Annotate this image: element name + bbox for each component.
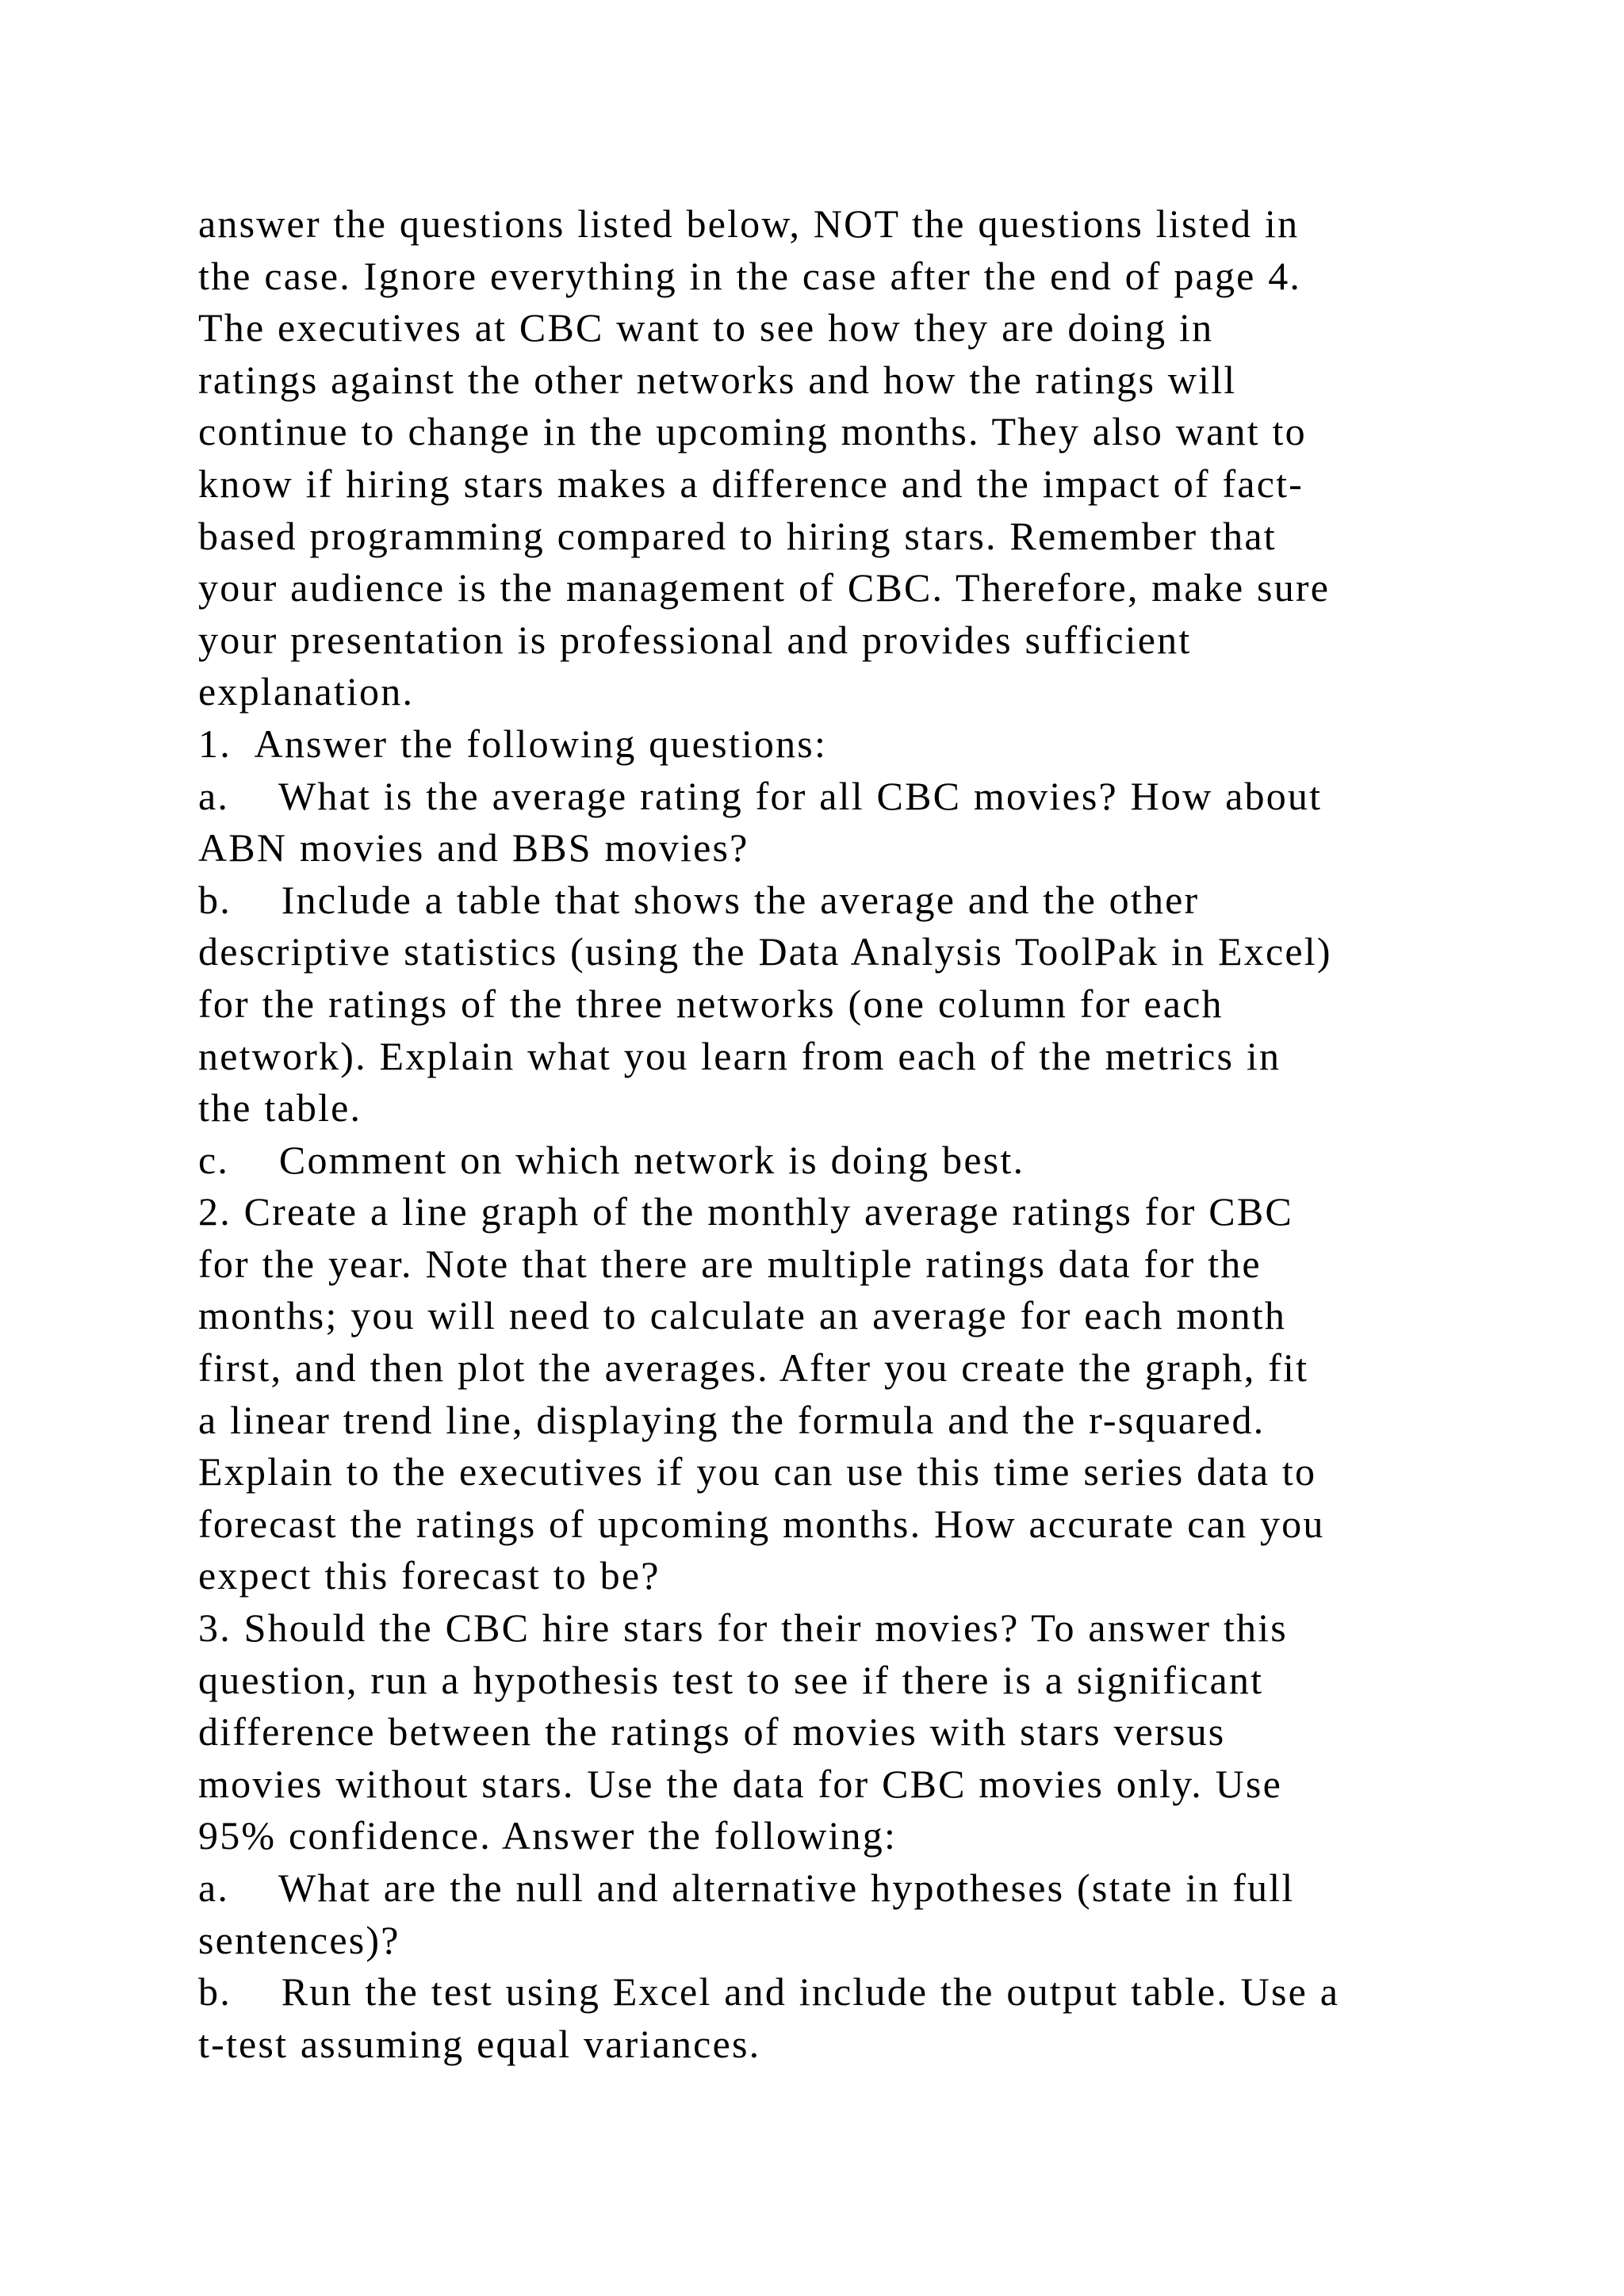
text-line: 95% confidence. Answer the following: — [198, 1813, 898, 1858]
text-line: t-test assuming equal variances. — [198, 2021, 761, 2066]
text-line: the case. Ignore everything in the case after the end of page 4. — [198, 253, 1302, 298]
text-line: question, run a hypothesis test to see if there is a significant — [198, 1657, 1264, 1702]
text-line: ratings against the other networks and how the ratings will — [198, 357, 1237, 402]
list-item-heading: 3. Should the CBC hire stars for their movies? To answer this — [198, 1605, 1288, 1651]
text-line: your presentation is professional and provides sufficient — [198, 617, 1192, 662]
text-line: based programming compared to hiring stars. Remember that — [198, 513, 1277, 558]
text-line: for the year. Note that there are multiple ratings data for the — [198, 1241, 1262, 1286]
text-line: know if hiring stars makes a difference and the impact of fact- — [198, 461, 1304, 506]
list-item-heading: 2. Create a line graph of the monthly average ratings for CBC — [198, 1189, 1293, 1234]
list-item: c. Comment on which network is doing best. — [198, 1137, 1025, 1182]
text-line: for the ratings of the three networks (one column for each — [198, 981, 1224, 1026]
list-item: b. Include a table that shows the average and the other — [198, 877, 1200, 922]
text-line: months; you will need to calculate an average for each month — [198, 1293, 1287, 1338]
text-line: movies without stars. Use the data for CBC movies only. Use — [198, 1761, 1282, 1806]
text-line: forecast the ratings of upcoming months. How accurate can you — [198, 1501, 1325, 1546]
text-line: your audience is the management of CBC. Therefore, make sure — [198, 565, 1331, 610]
text-line: network). Explain what you learn from each of the metrics in — [198, 1033, 1281, 1078]
text-line: explanation. — [198, 669, 415, 714]
text-line: Explain to the executives if you can use this time series data to — [198, 1449, 1317, 1494]
text-line: first, and then plot the averages. After you create the graph, fit — [198, 1345, 1309, 1391]
text-line: ABN movies and BBS movies? — [198, 825, 749, 871]
text-line: answer the questions listed below, NOT the questions listed in — [198, 201, 1300, 246]
list-item: a. What is the average rating for all CBC movies? How about — [198, 773, 1323, 818]
list-item: a. What are the null and alternative hypotheses (state in full — [198, 1866, 1295, 1910]
list-item-heading: 1. Answer the following questions: — [198, 721, 828, 766]
text-line: The executives at CBC want to see how they are doing in — [198, 305, 1214, 350]
text-line: continue to change in the upcoming months. They also want to — [198, 409, 1307, 454]
body-text — [198, 198, 1451, 2070]
text-line: sentences)? — [198, 1917, 400, 1962]
text-line: a linear trend line, displaying the formula and the r-squared. — [198, 1397, 1266, 1442]
text-line: the table. — [198, 1085, 362, 1131]
text-line: expect this forecast to be? — [198, 1553, 661, 1598]
text-line: difference between the ratings of movies with stars versus — [198, 1709, 1226, 1755]
list-item: b. Run the test using Excel and include the output table. Use a — [198, 1969, 1340, 2015]
text-line: descriptive statistics (using the Data Analysis ToolPak in Excel) — [198, 929, 1332, 974]
